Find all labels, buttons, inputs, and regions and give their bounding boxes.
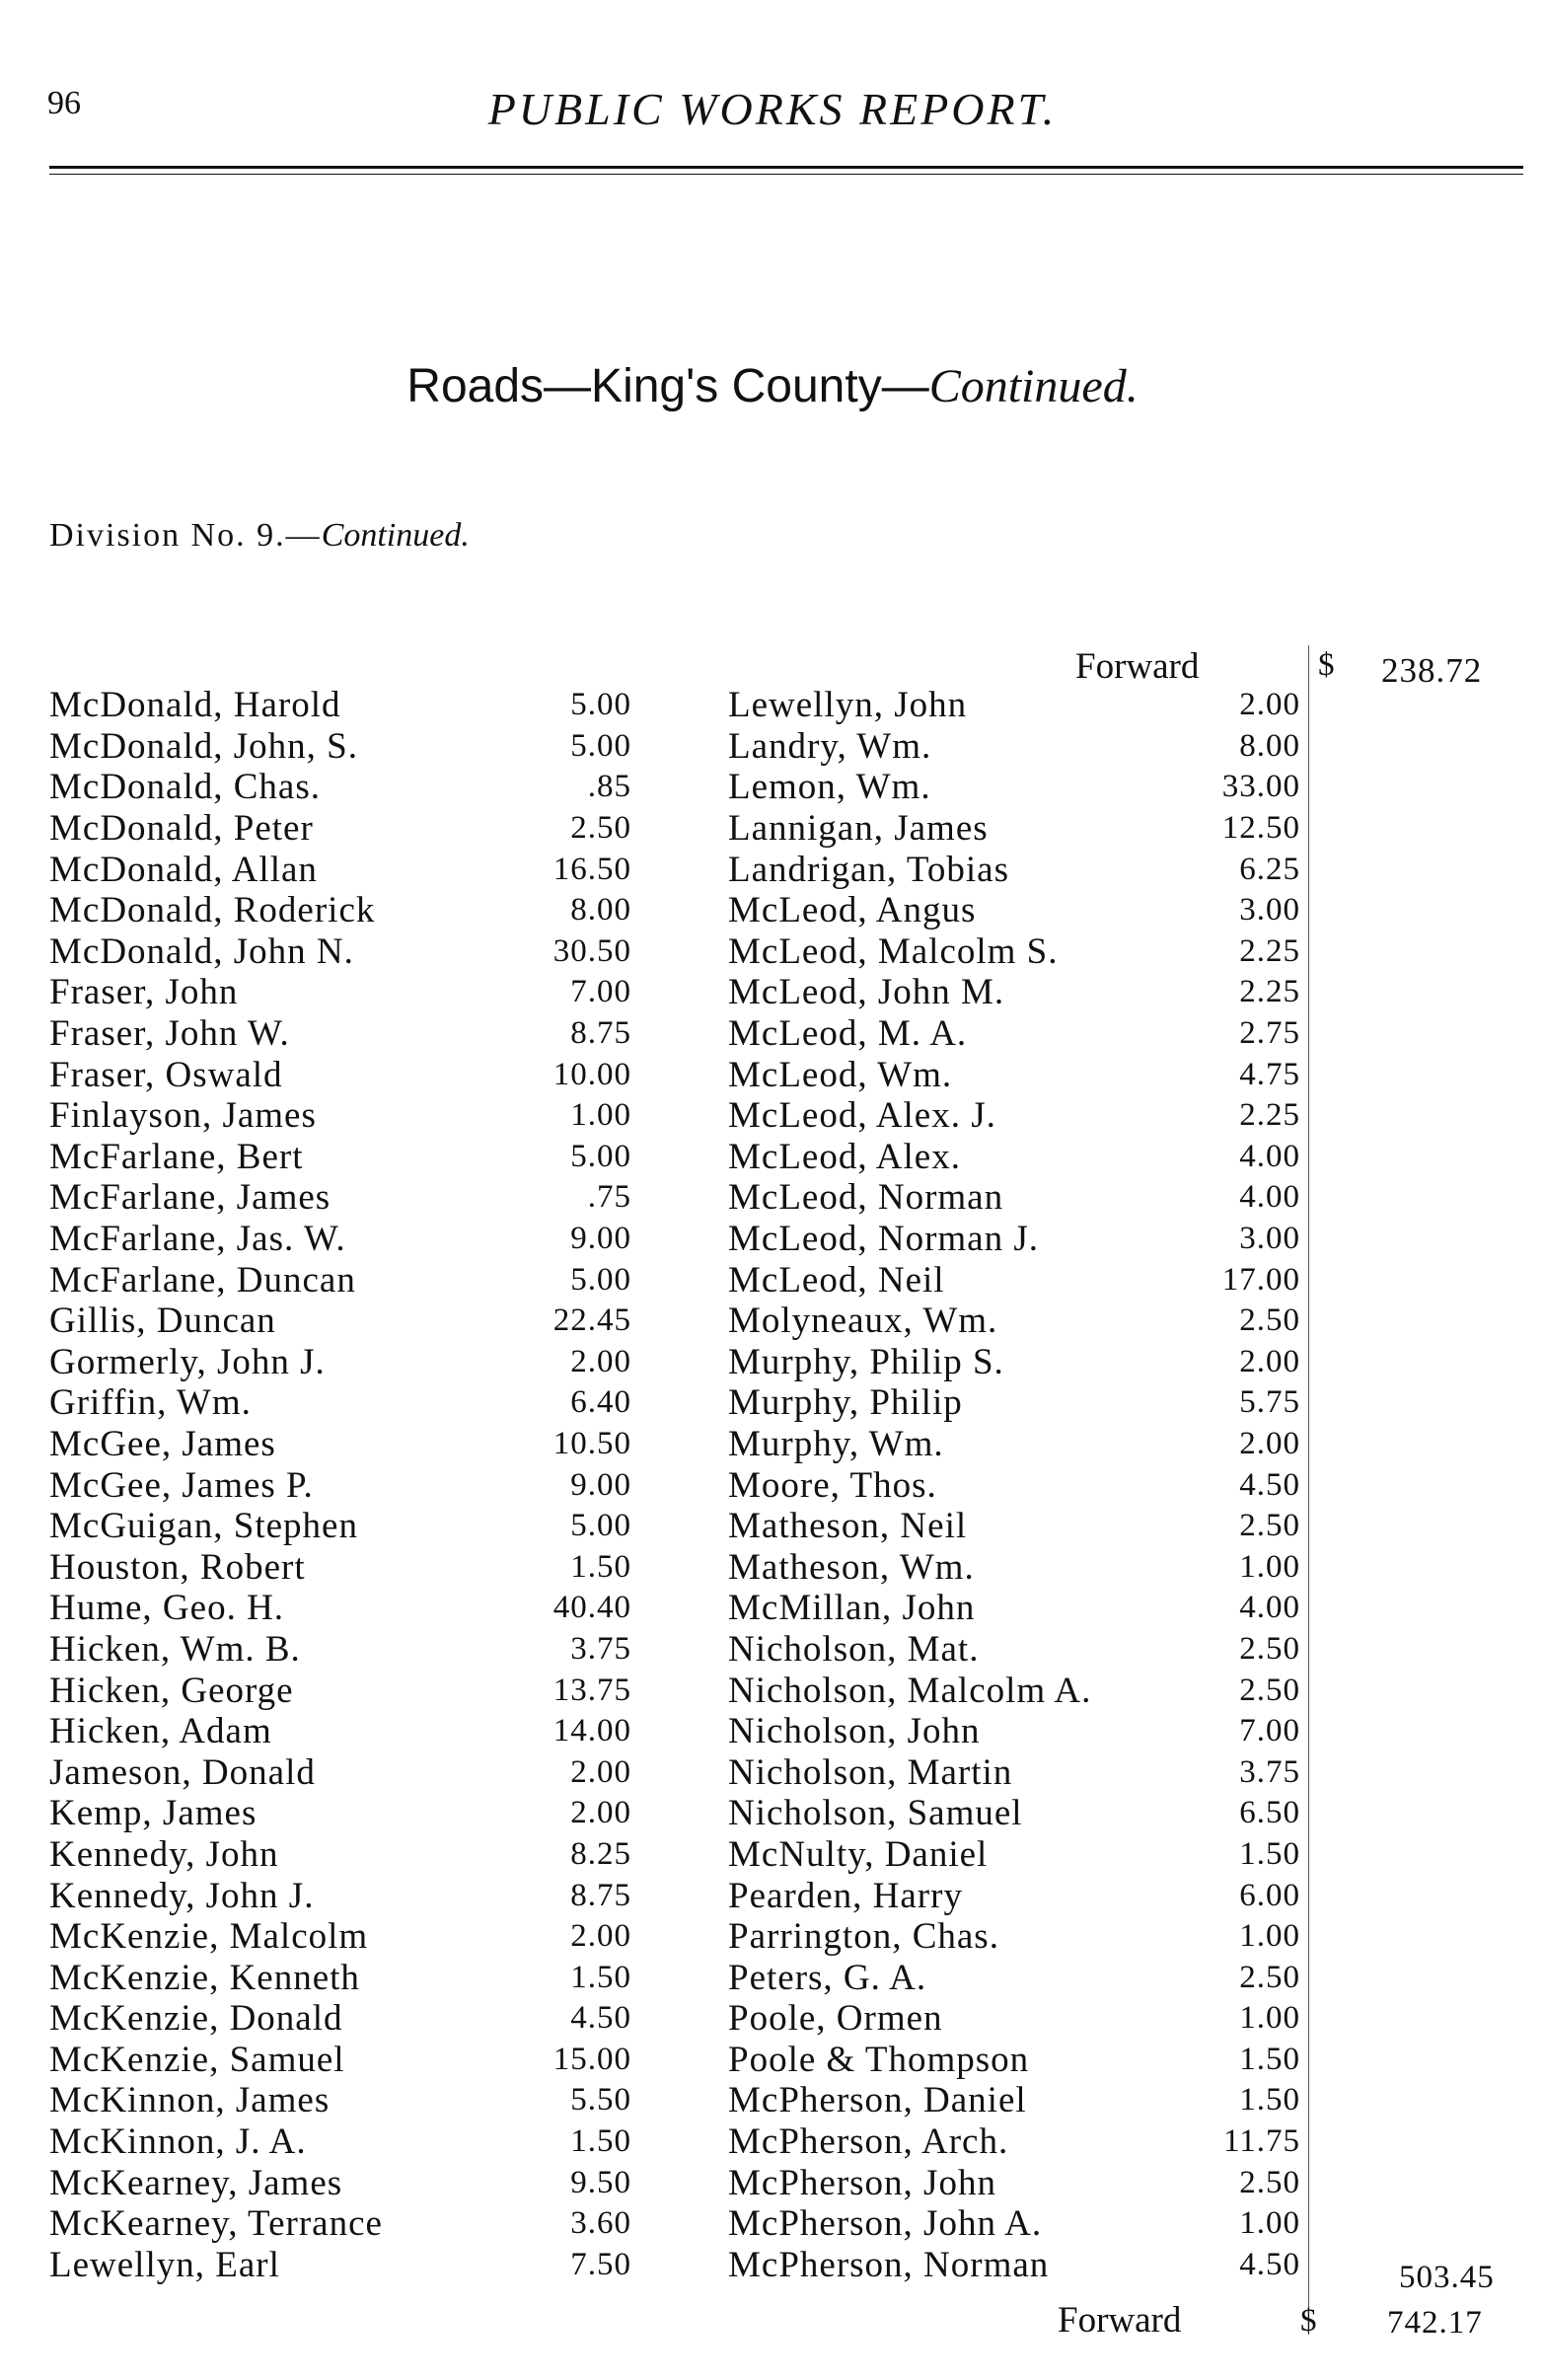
ledger-row (728, 2203, 1306, 2245)
payee-name: McKearney, James (49, 2162, 343, 2203)
forward-in-amount: 238.72 (1381, 651, 1483, 690)
payment-amount: 10.00 (552, 1056, 631, 1092)
ledger-row (49, 1424, 631, 1465)
payee-name: McDonald, Chas. (49, 767, 321, 808)
ledger-row (728, 1219, 1306, 1260)
section-title-continued: Continued. (928, 360, 1139, 412)
payment-amount: 8.00 (1239, 727, 1300, 764)
ledger-row (728, 849, 1306, 890)
payment-amount: 2.00 (570, 1753, 631, 1790)
payment-amount: 5.00 (570, 1508, 631, 1544)
ledger-row (728, 726, 1306, 768)
payment-amount: 2.00 (570, 1918, 631, 1955)
payee-name: Gormerly, John J. (49, 1341, 326, 1382)
payee-name: McKenzie, Kenneth (49, 1957, 360, 1998)
ledger-row (728, 890, 1306, 931)
payee-name: McFarlane, Jas. W. (49, 1219, 346, 1260)
payment-amount: 4.00 (1239, 1179, 1300, 1216)
ledger-row (49, 767, 631, 808)
payment-amount: 10.50 (552, 1425, 631, 1461)
ledger-row (49, 2245, 631, 2286)
ledger-row (49, 2203, 631, 2245)
payee-name: Hicken, Adam (49, 1711, 272, 1752)
payee-name: McGee, James P. (49, 1464, 314, 1506)
ledger-row (728, 685, 1306, 726)
payee-name: McMillan, John (728, 1588, 976, 1629)
ledger-row (728, 1711, 1306, 1752)
payee-name: Murphy, Wm. (728, 1423, 944, 1464)
payee-name: McDonald, Allan (49, 849, 318, 890)
ledger-row (728, 1670, 1306, 1711)
ledger-row (49, 1382, 631, 1424)
payee-name: McLeod, John M. (728, 972, 1005, 1013)
page-number: 96 (47, 85, 81, 121)
ledger-row (728, 2080, 1306, 2121)
ledger-row (49, 2040, 631, 2081)
payment-amount: 2.00 (1239, 1425, 1300, 1461)
payee-name: Lewellyn, John (728, 685, 968, 726)
ledger-row (49, 1588, 631, 1629)
ledger-row (728, 1177, 1306, 1219)
header-rule-thin (49, 174, 1523, 175)
payment-amount: 6.00 (1239, 1877, 1300, 1913)
payment-amount: 16.50 (552, 851, 631, 887)
ledger-row (728, 1998, 1306, 2040)
ledger-row (728, 1013, 1306, 1055)
payment-amount: 1.00 (1239, 1548, 1300, 1585)
ledger-row (49, 1670, 631, 1711)
payment-amount: 33.00 (1221, 769, 1300, 805)
payment-amount: 40.40 (552, 1590, 631, 1626)
ledger-row (728, 1834, 1306, 1876)
ledger-row (728, 1588, 1306, 1629)
payee-name: Landrigan, Tobias (728, 849, 1009, 890)
payee-name: Hicken, George (49, 1670, 294, 1711)
ledger-row (49, 1177, 631, 1219)
ledger-row (49, 2121, 631, 2163)
forward-out-dollar: $ (1300, 2303, 1317, 2339)
payment-amount: 3.00 (1239, 892, 1300, 929)
payee-name: McKenzie, Samuel (49, 2039, 345, 2080)
payment-amount: 2.00 (1239, 1343, 1300, 1379)
payment-amount: 6.40 (570, 1384, 631, 1421)
payee-name: Kennedy, John J. (49, 1875, 315, 1916)
ledger-row (49, 931, 631, 973)
payment-amount: 7.50 (570, 2246, 631, 2282)
payee-name: Poole & Thompson (728, 2039, 1030, 2080)
ledger-row (728, 1137, 1306, 1178)
payee-name: Kennedy, John (49, 1833, 279, 1875)
payment-amount: 22.45 (552, 1302, 631, 1339)
payment-amount: 1.00 (1239, 1918, 1300, 1955)
payee-name: Fraser, John (49, 972, 239, 1013)
ledger-row (49, 1342, 631, 1383)
payee-name: McPherson, Norman (728, 2244, 1050, 2285)
ledger-row (728, 1506, 1306, 1547)
payment-amount: 5.00 (570, 727, 631, 764)
payee-name: Moore, Thos. (728, 1464, 937, 1506)
ledger-row (49, 1259, 631, 1301)
ledger-row (49, 685, 631, 726)
payment-amount: 17.00 (1221, 1261, 1300, 1298)
payment-amount: 30.50 (552, 932, 631, 969)
ledger-row (49, 1137, 631, 1178)
payee-name: Matheson, Wm. (728, 1546, 975, 1588)
payee-name: Molyneaux, Wm. (728, 1301, 998, 1342)
division-label: Division No. 9.— (49, 517, 322, 554)
payment-amount: 2.50 (1239, 1508, 1300, 1544)
payment-amount: 4.50 (570, 2000, 631, 2037)
ledger-row (49, 1793, 631, 1834)
ledger-row (728, 1875, 1306, 1916)
payee-name: Nicholson, Malcolm A. (728, 1670, 1092, 1711)
payee-name: Nicholson, Martin (728, 1751, 1013, 1793)
payment-amount: 1.50 (1239, 1835, 1300, 1872)
ledger-row (49, 1013, 631, 1055)
payee-name: Lannigan, James (728, 808, 989, 850)
ledger-row (728, 1957, 1306, 1998)
ledger-row (49, 2162, 631, 2203)
payee-name: Matheson, Neil (728, 1506, 968, 1547)
payee-name: Fraser, John W. (49, 1013, 290, 1055)
payment-amount: 2.00 (570, 1343, 631, 1379)
payment-amount: 6.25 (1239, 851, 1300, 887)
ledger-row (728, 1301, 1306, 1342)
payment-amount: 2.50 (570, 810, 631, 847)
payee-name: Nicholson, Mat. (728, 1628, 980, 1670)
payee-name: McFarlane, Duncan (49, 1259, 356, 1301)
ledger-row (49, 1301, 631, 1342)
payment-amount: 4.50 (1239, 2246, 1300, 2282)
payee-name: Hicken, Wm. B. (49, 1628, 301, 1670)
payment-amount: 8.75 (570, 1015, 631, 1052)
ledger-row (728, 972, 1306, 1013)
payee-name: Lewellyn, Earl (49, 2244, 280, 2285)
payee-name: McKinnon, J. A. (49, 2121, 307, 2163)
payment-amount: 11.75 (1222, 2123, 1300, 2160)
payment-amount: 3.75 (1239, 1753, 1300, 1790)
ledger-row (728, 767, 1306, 808)
ledger-row (728, 1259, 1306, 1301)
payment-amount: 9.00 (570, 1221, 631, 1257)
payee-name: McLeod, Neil (728, 1259, 945, 1301)
payment-amount: 9.00 (570, 1466, 631, 1503)
ledger-row (728, 1751, 1306, 1793)
payee-name: McLeod, Alex. (728, 1136, 961, 1177)
ledger-row (728, 1424, 1306, 1465)
ledger-row (49, 1506, 631, 1547)
ledger-row (49, 972, 631, 1013)
payment-amount: 5.00 (570, 687, 631, 723)
payee-name: McLeod, Norman (728, 1177, 1004, 1219)
ledger-row (728, 1464, 1306, 1506)
payee-name: Parrington, Chas. (728, 1916, 999, 1958)
payment-amount: 2.50 (1239, 1630, 1300, 1667)
payment-amount: 8.75 (570, 1877, 631, 1913)
payment-amount: 1.50 (1239, 2082, 1300, 2119)
forward-in-label: Forward (1075, 646, 1200, 687)
payment-amount: 7.00 (1239, 1713, 1300, 1749)
payment-amount: 1.00 (570, 1097, 631, 1134)
payment-amount: 4.00 (1239, 1138, 1300, 1174)
ledger-row (49, 1095, 631, 1137)
header-rule (49, 166, 1523, 169)
column-rule (1308, 645, 1309, 2335)
payment-amount: 1.00 (1239, 2000, 1300, 2037)
payment-amount: .75 (587, 1179, 631, 1216)
payment-amount: 2.25 (1239, 974, 1300, 1010)
payee-name: Gillis, Duncan (49, 1301, 276, 1342)
payee-name: McPherson, Daniel (728, 2080, 1027, 2121)
payee-name: Nicholson, Samuel (728, 1793, 1023, 1834)
payee-name: McLeod, Norman J. (728, 1219, 1039, 1260)
payment-amount: 1.50 (570, 2123, 631, 2160)
payee-name: McLeod, Malcolm S. (728, 930, 1059, 972)
payee-name: McNulty, Daniel (728, 1833, 989, 1875)
column-subtotal: 503.45 (1399, 2260, 1495, 2295)
ledger-row (49, 1546, 631, 1588)
ledger-row (49, 1629, 631, 1671)
ledger-row (728, 1054, 1306, 1095)
payment-amount: 2.25 (1239, 1097, 1300, 1134)
payment-amount: 2.50 (1239, 1672, 1300, 1708)
ledger-row (49, 1464, 631, 1506)
ledger-row (728, 1095, 1306, 1137)
payee-name: Griffin, Wm. (49, 1382, 252, 1424)
ledger-row (728, 2245, 1306, 2286)
ledger-row (728, 931, 1306, 973)
ledger-row (49, 726, 631, 768)
payee-name: Nicholson, John (728, 1711, 981, 1752)
payee-name: McLeod, Wm. (728, 1054, 953, 1095)
ledger-row (728, 1916, 1306, 1958)
ledger-row (728, 2040, 1306, 2081)
ledger-row (49, 808, 631, 850)
payment-amount: 2.50 (1239, 1959, 1300, 1995)
payment-amount: 1.50 (570, 1959, 631, 1995)
forward-in-dollar: $ (1318, 647, 1335, 683)
division-continued: Continued. (321, 517, 470, 554)
ledger-row (728, 1342, 1306, 1383)
forward-out-label: Forward (1058, 2300, 1182, 2341)
payee-name: Lemon, Wm. (728, 767, 931, 808)
payment-amount: 4.00 (1239, 1590, 1300, 1626)
payment-amount: 5.50 (570, 2082, 631, 2119)
ledger-row (49, 890, 631, 931)
payee-name: McKenzie, Donald (49, 1998, 343, 2040)
payee-name: McFarlane, James (49, 1177, 331, 1219)
ledger-row (49, 1054, 631, 1095)
right-column (728, 685, 1306, 2285)
payee-name: Kemp, James (49, 1793, 258, 1834)
payment-amount: 1.50 (1239, 2041, 1300, 2077)
division-heading (49, 517, 470, 555)
payee-name: McKinnon, James (49, 2080, 331, 2121)
payee-name: Landry, Wm. (728, 725, 932, 767)
payee-name: McPherson, John A. (728, 2203, 1043, 2245)
ledger-row (49, 849, 631, 890)
payee-name: McLeod, M. A. (728, 1013, 968, 1055)
payee-name: Fraser, Oswald (49, 1054, 283, 1095)
payment-amount: 2.00 (1239, 687, 1300, 723)
payee-name: McFarlane, Bert (49, 1136, 304, 1177)
ledger-row (49, 1834, 631, 1876)
payee-name: McLeod, Alex. J. (728, 1095, 996, 1137)
payment-amount: 5.00 (570, 1261, 631, 1298)
payment-amount: 5.75 (1239, 1384, 1300, 1421)
payee-name: McKearney, Terrance (49, 2203, 383, 2245)
payee-name: McDonald, Harold (49, 685, 341, 726)
payment-amount: 4.50 (1239, 1466, 1300, 1503)
ledger-row (728, 2162, 1306, 2203)
payee-name: McDonald, John, S. (49, 725, 358, 767)
ledger-row (728, 2121, 1306, 2163)
ledger-row (728, 808, 1306, 850)
ledger-row (728, 1793, 1306, 1834)
ledger-row (49, 1957, 631, 1998)
payee-name: Peters, G. A. (728, 1957, 927, 1998)
payment-amount: 7.00 (570, 974, 631, 1010)
payee-name: Hume, Geo. H. (49, 1588, 285, 1629)
payee-name: McGuigan, Stephen (49, 1506, 358, 1547)
payment-amount: 1.50 (570, 1548, 631, 1585)
ledger-row (49, 1219, 631, 1260)
payment-amount: 8.25 (570, 1835, 631, 1872)
payment-amount: 4.75 (1239, 1056, 1300, 1092)
payee-name: Houston, Robert (49, 1546, 306, 1588)
payee-name: McGee, James (49, 1423, 276, 1464)
payee-name: McDonald, Roderick (49, 890, 376, 931)
payee-name: Murphy, Philip S. (728, 1341, 1004, 1382)
payee-name: McLeod, Angus (728, 890, 977, 931)
payee-name: Pearden, Harry (728, 1875, 963, 1916)
payee-name: Jameson, Donald (49, 1751, 316, 1793)
section-title (0, 359, 1545, 413)
payee-name: McKenzie, Malcolm (49, 1916, 369, 1958)
payee-name: Poole, Ormen (728, 1998, 943, 2040)
payee-name: Finlayson, James (49, 1095, 317, 1137)
ledger-row (49, 1998, 631, 2040)
payment-amount: 5.00 (570, 1138, 631, 1174)
payment-amount: 2.50 (1239, 1302, 1300, 1339)
ledger-row (728, 1382, 1306, 1424)
payment-amount: 2.25 (1239, 932, 1300, 969)
payment-amount: 3.60 (570, 2205, 631, 2242)
payee-name: McPherson, Arch. (728, 2121, 1009, 2163)
payment-amount: 15.00 (552, 2041, 631, 2077)
payment-amount: 2.00 (570, 1795, 631, 1831)
payment-amount: 9.50 (570, 2164, 631, 2200)
ledger-row (49, 1916, 631, 1958)
ledger-row (49, 1711, 631, 1752)
payment-amount: 2.50 (1239, 2164, 1300, 2200)
payment-amount: 2.75 (1239, 1015, 1300, 1052)
ledger-row (728, 1629, 1306, 1671)
payment-amount: 14.00 (552, 1713, 631, 1749)
running-title: PUBLIC WORKS REPORT. (487, 84, 1058, 134)
payment-amount: 13.75 (552, 1672, 631, 1708)
payee-name: McPherson, John (728, 2162, 996, 2203)
payment-amount: 3.00 (1239, 1221, 1300, 1257)
ledger-row (728, 1546, 1306, 1588)
payment-amount: 6.50 (1239, 1795, 1300, 1831)
payment-amount: 1.00 (1239, 2205, 1300, 2242)
payment-amount: .85 (587, 769, 631, 805)
payment-amount: 3.75 (570, 1630, 631, 1667)
section-title-text: Roads—King's County— (406, 360, 929, 412)
payment-amount: 12.50 (1221, 810, 1300, 847)
forward-out-amount: 742.17 (1387, 2305, 1483, 2341)
payment-amount: 8.00 (570, 892, 631, 929)
payee-name: McDonald, Peter (49, 808, 314, 850)
payee-name: Murphy, Philip (728, 1382, 963, 1424)
ledger-row (49, 2080, 631, 2121)
payee-name: McDonald, John N. (49, 930, 354, 972)
left-column (49, 685, 631, 2285)
ledger-row (49, 1875, 631, 1916)
ledger-row (49, 1751, 631, 1793)
